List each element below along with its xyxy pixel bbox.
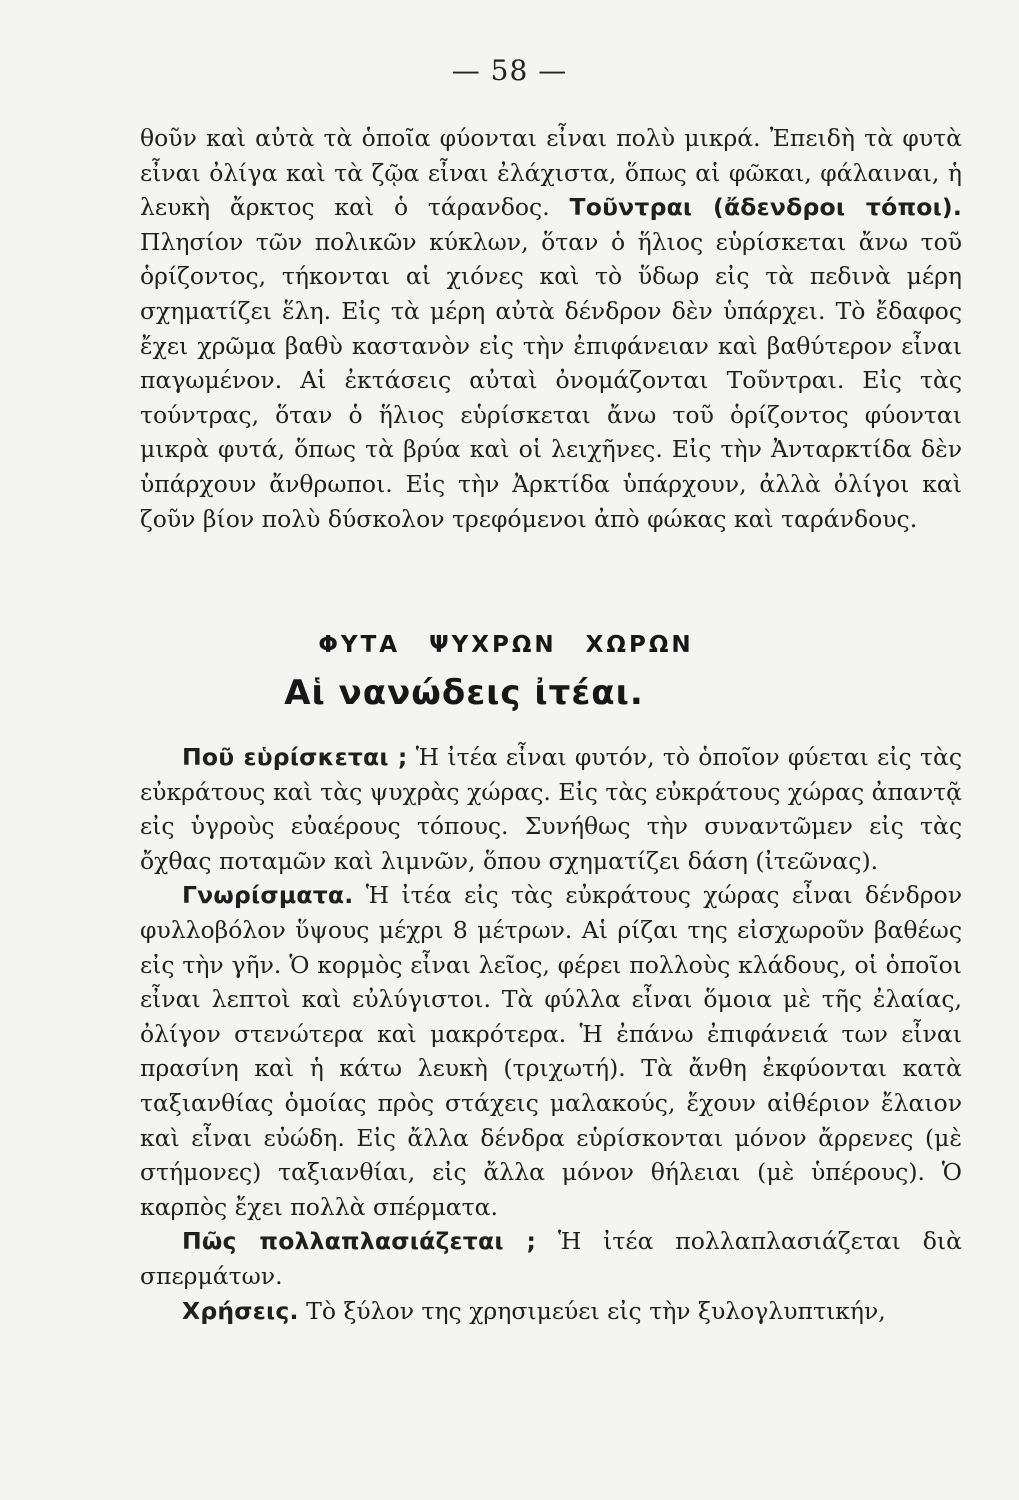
uses-paragraph bbox=[140, 1294, 962, 1329]
willow-description-block bbox=[140, 740, 962, 1328]
features-text: Ἡ ἰτέα εἰς τὰς εὐκράτους χώρας εἶναι δένδρον φυλλοβόλον ὕψους μέχρι 8 μέτρων. Αἱ ρίζαι της εἰσχωροῦν βαθέως εἰς τὴν γῆν. Ὁ κορμὸς εἶναι λεῖος, φέρει πολλοὺς κλάδους, οἱ ὁποῖοι εἶναι λεπτοὶ καὶ εὐλύγιστοι. Τὰ φύλλα εἶναι ὅμοια μὲ τῆς ἐλαίας, ὀλίγον στενώτερα καὶ μακρότερα. Ἡ ἐπάνω ἐπιφάνειά των εἶναι πρασίνη καὶ ἡ κάτω λευκὴ (τριχωτή). Τὰ ἄνθη ἐκφύονται κατὰ ταξιανθίας ὁμοίας πρὸς στάχεις μαλακούς, ἔχουν αἰθέριον ἔλαιον καὶ εἶναι εὐώδη. Εἰς ἄλλα δένδρα εὑρίσκονται μόνον ἄρρενες (μὲ στήμονες) ταξιανθίαι, εἰς ἄλλα μόνον θήλειαι (μὲ ὑπέρους). Ὁ καρπὸς ἔχει πολλὰ σπέρματα. bbox=[140, 881, 962, 1221]
section-label: ΦΥΤΑ ΨΥΧΡΩΝ ΧΩΡΩΝ bbox=[318, 632, 694, 658]
where-found-label: Ποῦ εὑρίσκεται ; bbox=[182, 743, 408, 771]
tundra-text-block bbox=[140, 121, 962, 536]
features-label: Γνωρίσματα. bbox=[182, 881, 354, 910]
intro-paragraph bbox=[140, 121, 962, 536]
propagation-label: Πῶς πολλαπλασιάζεται ; bbox=[182, 1227, 537, 1256]
tundra-text: Πλησίον τῶν πολικῶν κύκλων, ὅταν ὁ ἥλιος εὑρίσκεται ἄνω τοῦ ὁρίζοντος, τήκονται αἱ χιόνες καὶ τὸ ὕδωρ εἰς τὰ πεδινὰ μέρη σχηματίζει ἕλη. Εἰς τὰ μέρη αὐτὰ δένδρον δὲν ὑπάρχει. Τὸ ἔδαφος ἔχει χρῶμα βαθὺ καστανὸν εἰς τὴν ἐπιφάνειαν καὶ βαθύτερον εἶναι παγωμένον. Αἱ ἐκτάσεις αὐταὶ ὀνομάζονται Τοῦντραι. Εἰς τὰς τούντρας, ὅταν ὁ ἥλιος εὑρίσκεται ἄνω τοῦ ὁρίζοντος φύονται μικρὰ φυτά, ὅπως τὰ βρύα καὶ οἱ λειχῆνες. Εἰς τὴν Ἀνταρκτίδα δὲν ὑπάρχουν ἄνθρωποι. Εἰς τὴν Ἀρκτίδα ὑπάρχουν, ἀλλὰ ὀλίγοι καὶ ζοῦν βίον πολὺ δύσκολον τρεφόμενοι ἀπὸ φώκας καὶ ταράνδους. bbox=[140, 227, 962, 533]
page-number: — 58 — bbox=[451, 54, 568, 87]
features-paragraph bbox=[140, 878, 962, 1224]
section-title: Αἱ νανώδεις ἰτέαι. bbox=[284, 673, 644, 713]
propagation-paragraph bbox=[140, 1224, 962, 1293]
intro-text: θοῦν καὶ αὐτὰ τὰ ὁποῖα φύονται εἶναι πολὺ μικρά. Ἐπειδὴ τὰ φυτὰ εἶναι ὀλίγα καὶ τὰ ζῷα εἶναι ἐλάχιστα, ὅπως αἱ φῶκαι, φάλαιναι, ἡ λευκὴ ἄρκτος καὶ ὁ τάρανδος. bbox=[140, 124, 962, 222]
tundra-label: Τοῦντραι (ἄδενδροι τόποι). bbox=[569, 193, 962, 222]
where-found-paragraph bbox=[140, 740, 962, 878]
uses-label: Χρήσεις. bbox=[182, 1296, 299, 1325]
uses-text: Τὸ ξύλον της χρησιμεύει εἰς τὴν ξυλογλυπτικήν, bbox=[306, 1296, 886, 1325]
where-found-text: Ἡ ἰτέα εἶναι φυτόν, τὸ ὁποῖον φύεται εἰς τὰς εὐκράτους καὶ τὰς ψυχρὰς χώρας. Εἰς τὰς εὐκράτους χώρας ἀπαντᾷ εἰς ὑγροὺς εὐαέρους τόπους. Συνήθως τὴν συναντῶμεν εἰς τὰς ὄχθας ποταμῶν καὶ λιμνῶν, ὅπου σχηματίζει δάση (ἰτεῶνας). bbox=[140, 743, 962, 875]
propagation-text: Ἡ ἰτέα πολλαπλασιάζεται διὰ σπερμάτων. bbox=[140, 1227, 962, 1290]
